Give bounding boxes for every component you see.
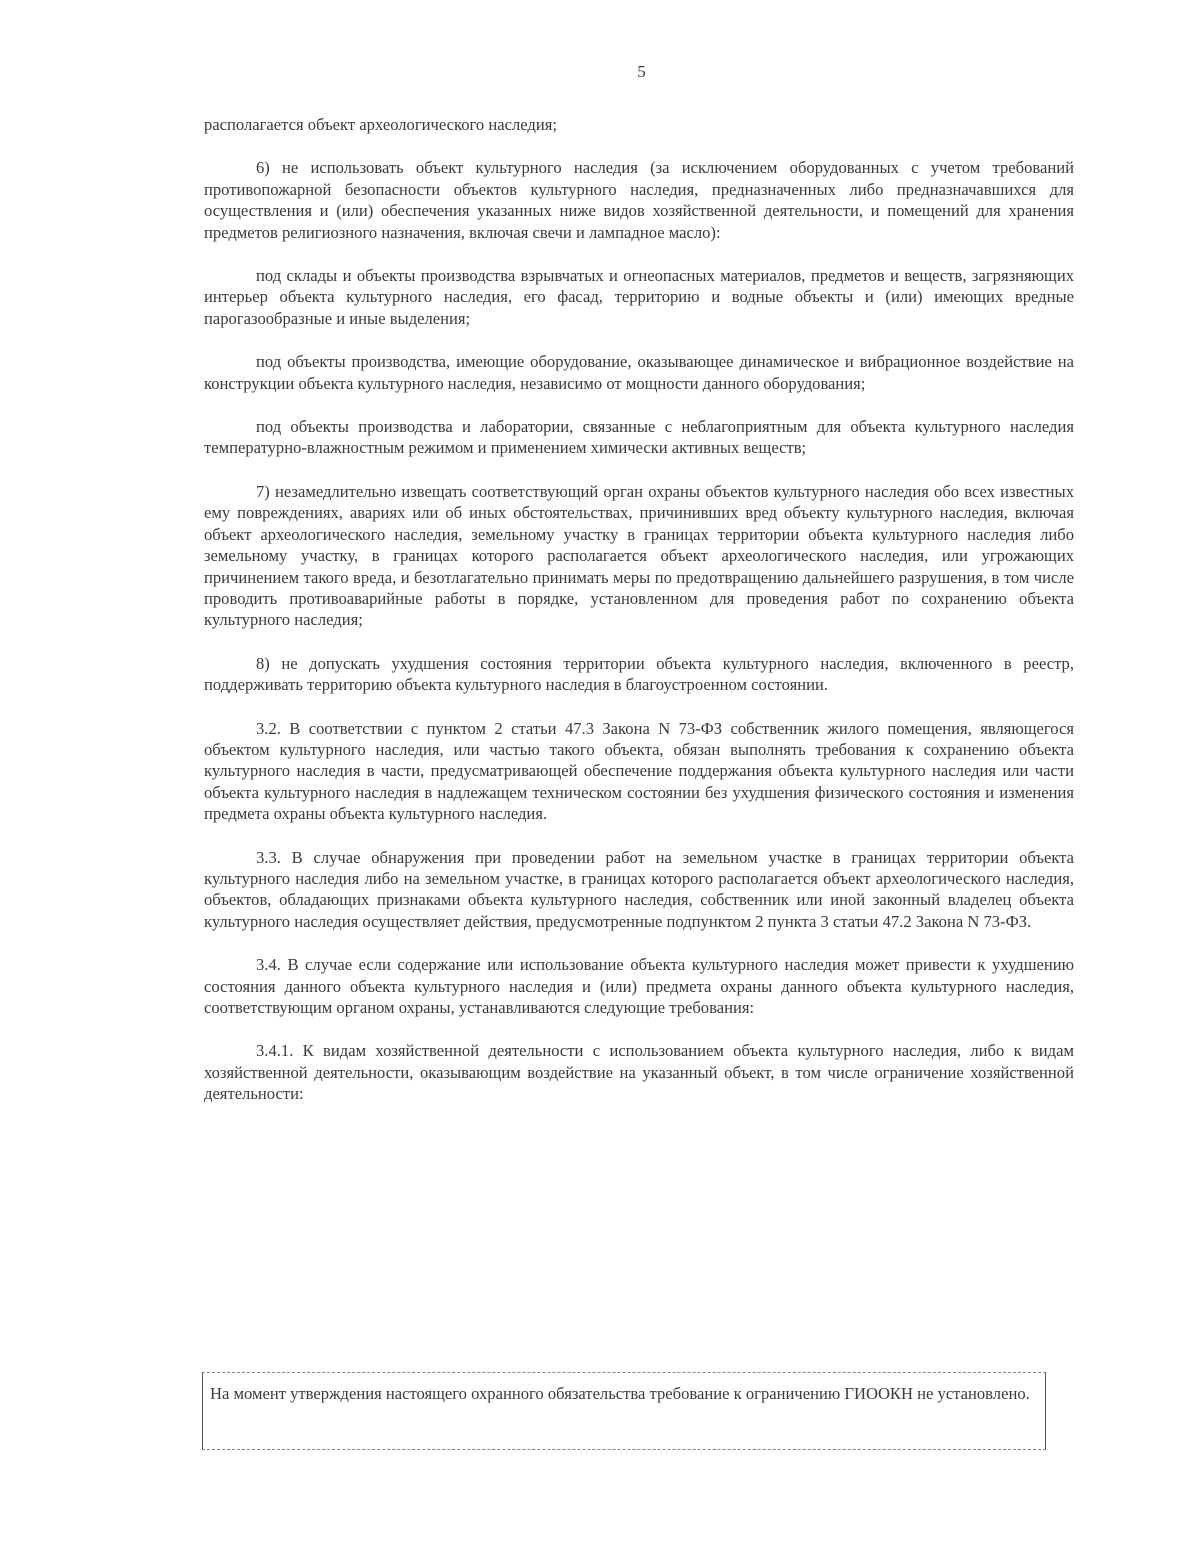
paragraph-item-8: 8) не допускать ухудшения состояния территории объекта культурного наследия, включенного в реестр, поддерживать территорию объекта культурного наследия в благоустроенном состоянии. [204,653,1074,695]
paragraph-production-equipment: под объекты производства, имеющие оборудование, оказывающее динамическое и вибрационное воздействие на конструкции объекта культурного наследия, независимо от мощности данного оборудования; [204,352,1074,393]
restriction-note-box: На момент утверждения настоящего охранного обязательства требование к ограничению ГИООКН не установлено. [202,1372,1046,1450]
paragraph-item-7: 7) незамедлительно извещать соответствующий орган охраны объектов культурного наследия обо всех известных ему повреждениях, авариях или об иных обстоятельствах, причинивших вред объекту культурного наследия, включая объект археологического наследия, земельному участку в границах территории объекта культурного наследия либо земельному участку, в границах которого располагается объект археологического наследия, или угрожающих причинением такого вреда, и безотлагательно принимать меры по предотвращению дальнейшего разрушения, в том числе проводить противоаварийные работы в порядке, установленном для проведения работ по сохранению объекта культурного наследия; [204,481,1074,630]
page-number: 5 [637,62,646,81]
paragraph-section-3-4-1: 3.4.1. К видам хозяйственной деятельности с использованием объекта культурного наследия, либо к видам хозяйственной деятельности, оказывающим воздействие на указанный объект, в том числе ограничение хозяйственной деятельности: [204,1041,1074,1104]
paragraph-section-3-3: 3.3. В случае обнаружения при проведении работ на земельном участке в границах территории объекта культурного наследия либо на земельном участке, в границах которого располагается объект археологического наследия, объектов, обладающих признаками объекта культурного наследия, собственник или иной законный владелец объекта культурного наследия осуществляет действия, предусмотренные подпунктом 2 пункта 3 статьи 47.2 Закона N 73-ФЗ. [204,847,1074,931]
paragraph-item-6: 6) не использовать объект культурного наследия (за исключением оборудованных с учетом требований противопожарной безопасности объектов культурного наследия, предназначенных либо предназначавшихся для осуществления и (или) обеспечения указанных ниже видов хозяйственной деятельности, и помещений для хранения предметов религиозного назначения, включая свечи и лампадное масло): [204,158,1074,242]
document-body [204,114,1074,1127]
paragraph-section-3-4: 3.4. В случае если содержание или использование объекта культурного наследия может привести к ухудшению состояния данного объекта культурного наследия и (или) предмета охраны данного объекта культурного наследия, соответствующим органом охраны, устанавливаются следующие требования: [204,955,1074,1017]
paragraph-section-3-2: 3.2. В соответствии с пунктом 2 статьи 47.3 Закона N 73-ФЗ собственник жилого помещения, являющегося объектом культурного наследия, или частью такого объекта, обязан выполнять требования к сохранению объекта культурного наследия в части, предусматривающей обеспечение поддержания объекта культурного наследия или части объекта культурного наследия в надлежащем техническом состоянии без ухудшения физического состояния и изменения предмета охраны объекта культурного наследия. [204,718,1074,824]
paragraph-continuation: располагается объект археологического наследия; [204,115,557,134]
paragraph-laboratories: под объекты производства и лаборатории, связанные с неблагоприятным для объекта культурного наследия температурно-влажностным режимом и применением химически активных веществ; [204,417,1074,458]
paragraph-warehouses: под склады и объекты производства взрывчатых и огнеопасных материалов, предметов и веществ, загрязняющих интерьер объекта культурного наследия, его фасад, территорию и водные объекты и (или) имеющих вредные парогазообразные и иные выделения; [204,266,1074,328]
